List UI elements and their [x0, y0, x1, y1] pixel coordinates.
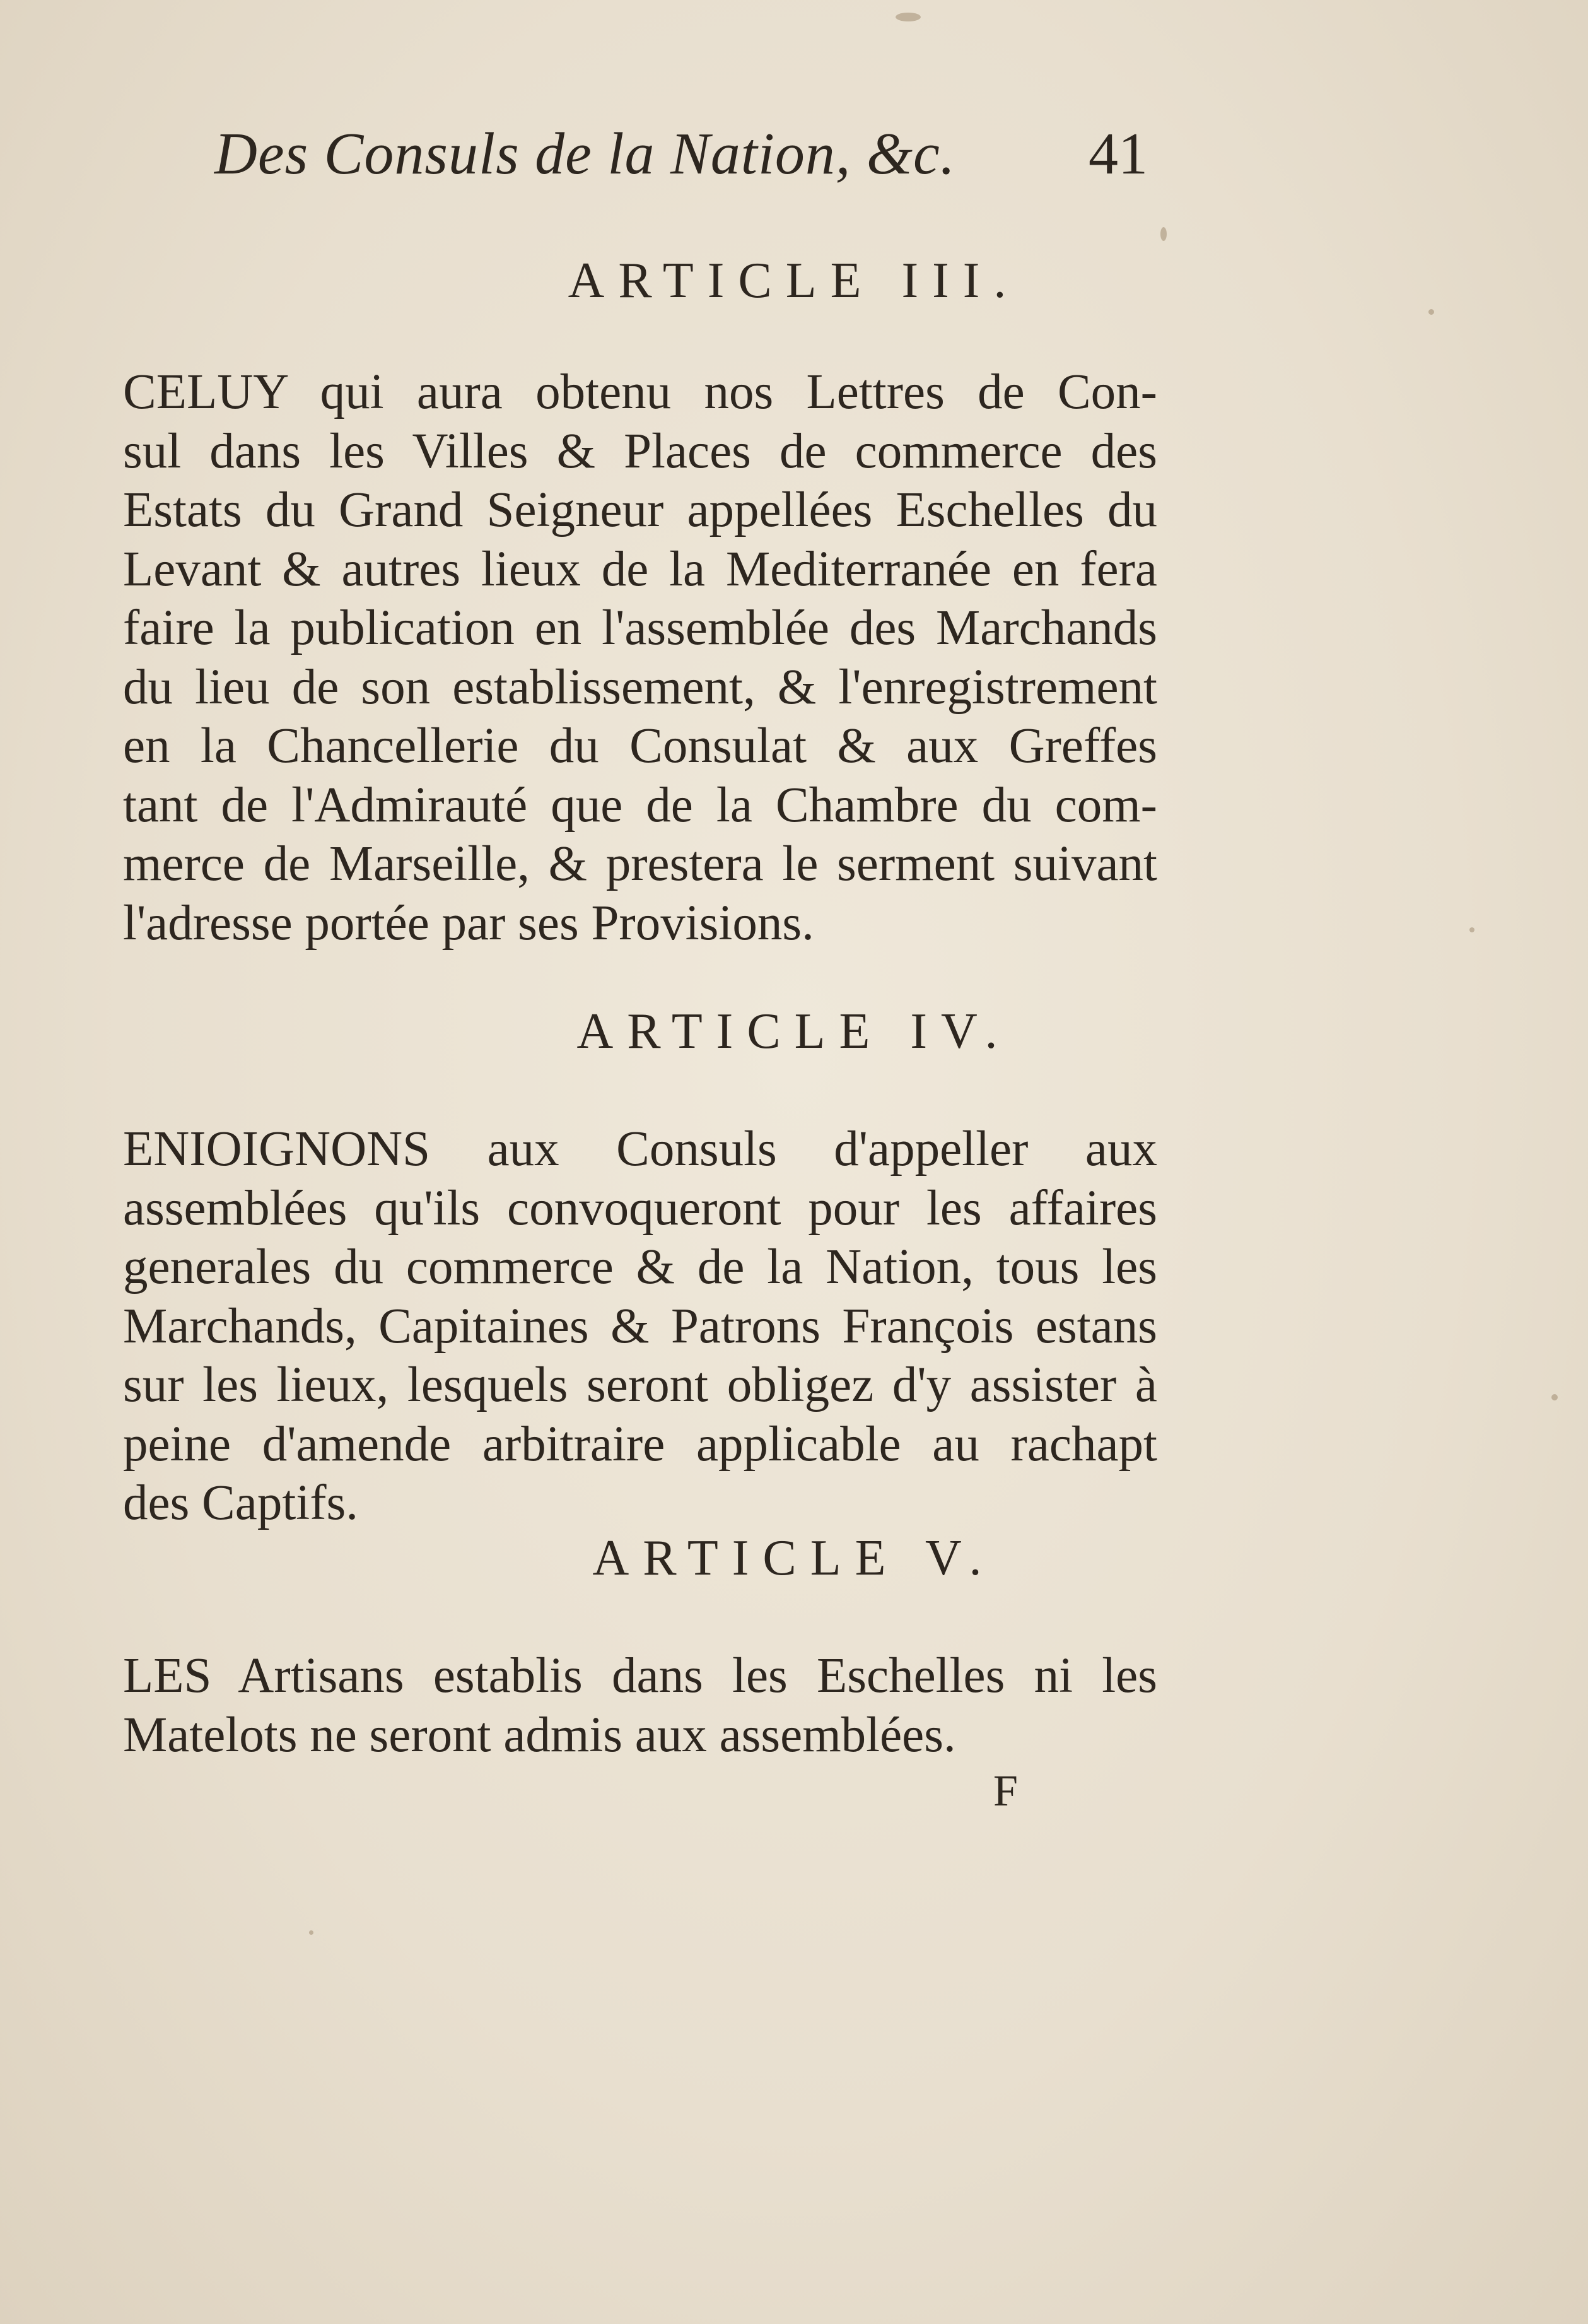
text-line: sur les lieux, lesquels seront obligez d'y assister à: [123, 1358, 1157, 1412]
article-heading: ARTICLE III.: [568, 253, 1020, 308]
paper-speck: [1551, 1394, 1558, 1400]
text-line: generales du commerce & de la Nation, tous les: [123, 1240, 1157, 1294]
text-line: des Captifs.: [123, 1476, 359, 1530]
text-line: merce de Marseille, & prestera le serment suivant: [123, 836, 1157, 891]
text-line: faire la publication en l'assemblée des Marchands: [123, 601, 1157, 655]
paper-speck: [309, 1930, 313, 1935]
text-line: peine d'amende arbitraire applicable au rachapt: [123, 1416, 1157, 1472]
page-number: 41: [1089, 121, 1148, 187]
article-paragraph: [123, 363, 1157, 953]
text-line: sul dans les Villes & Places de commerce des: [123, 423, 1157, 479]
paper-speck: [1160, 227, 1167, 241]
running-title: Des Consuls de la Nation, &c.: [214, 121, 956, 187]
signature-mark: F: [993, 1767, 1018, 1816]
text-line: tant de l'Admirauté que de la Chambre du com-: [123, 777, 1157, 833]
text-line: Estats du Grand Seigneur appellées Eschelles du: [123, 483, 1157, 537]
text-line: en la Chancellerie du Consulat & aux Greffes: [123, 719, 1157, 773]
article-heading: ARTICLE V.: [592, 1530, 996, 1586]
text-line: assemblées qu'ils convoqueront pour les affaires: [123, 1180, 1157, 1236]
text-line: Marchands, Capitaines & Patrons François estans: [123, 1298, 1157, 1354]
article-paragraph: [123, 1646, 1157, 1764]
text-line: CELUY qui aura obtenu nos Lettres de Con-: [123, 365, 1157, 420]
paper-speck: [896, 13, 921, 21]
paper-speck: [1469, 927, 1474, 932]
article-paragraph: [123, 1120, 1157, 1533]
text-line: l'adresse portée par ses Provisions.: [123, 895, 814, 951]
paper-speck: [1428, 309, 1434, 315]
running-head: [214, 120, 1148, 196]
article-heading: ARTICLE IV.: [576, 1004, 1012, 1059]
text-line: du lieu de son establissement, & l'enregistrement: [123, 659, 1157, 715]
text-line: ENIOIGNONS aux Consuls d'appeller aux: [123, 1122, 1157, 1177]
text-line: Matelots ne seront admis aux assemblées.: [123, 1707, 956, 1763]
text-line: Levant & autres lieux de la Mediterranée en fera: [123, 541, 1157, 597]
text-line: LES Artisans establis dans les Eschelles ni les: [123, 1648, 1157, 1703]
